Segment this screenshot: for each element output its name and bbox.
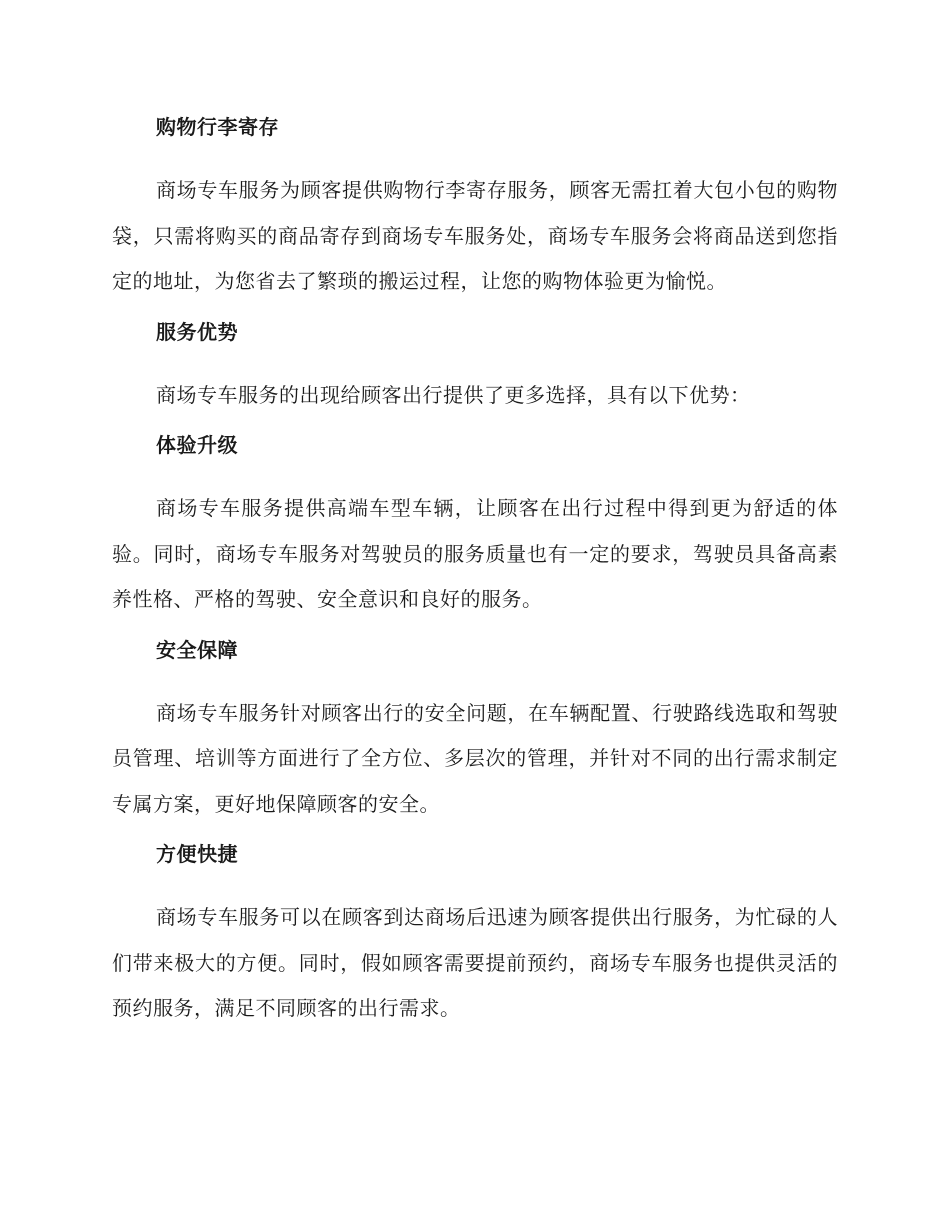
section-safety-guarantee — [112, 635, 838, 828]
section-heading: 方便快捷 — [156, 842, 238, 866]
section-body: 商场专车服务为顾客提供购物行李寄存服务，顾客无需扛着大包小包的购物袋，只需将购买的商品寄存到商场专车服务处，商场专车服务会将商品送到您指定的地址，为您省去了繁琐的搬运过程，让您的购物体验更为愉悦。 — [112, 178, 838, 293]
section-body: 商场专车服务提供高端车型车辆，让顾客在出行过程中得到更为舒适的体验。同时，商场专车服务对驾驶员的服务质量也有一定的要求，驾驶员具备高素养性格、严格的驾驶、安全意识和良好的服务。 — [112, 496, 838, 611]
section-body: 商场专车服务可以在顾客到达商场后迅速为顾客提供出行服务，为忙碌的人们带来极大的方便。同时，假如顾客需要提前预约，商场专车服务也提供灵活的预约服务，满足不同顾客的出行需求。 — [112, 905, 838, 1020]
section-heading: 安全保障 — [156, 637, 238, 662]
section-heading: 购物行李寄存 — [156, 115, 279, 139]
section-luggage-storage — [112, 112, 838, 305]
section-service-advantages — [112, 317, 838, 419]
section-heading: 体验升级 — [156, 433, 238, 457]
section-body: 商场专车服务的出现给顾客出行提供了更多选择，具有以下优势： — [156, 382, 751, 407]
section-heading: 服务优势 — [156, 319, 238, 344]
section-experience-upgrade — [112, 430, 838, 623]
section-convenience — [112, 839, 838, 1032]
section-body: 商场专车服务针对顾客出行的安全问题，在车辆配置、行驶路线选取和驾驶员管理、培训等方面进行了全方位、多层次的管理，并针对不同的出行需求制定专属方案，更好地保障顾客的安全。 — [112, 700, 838, 816]
